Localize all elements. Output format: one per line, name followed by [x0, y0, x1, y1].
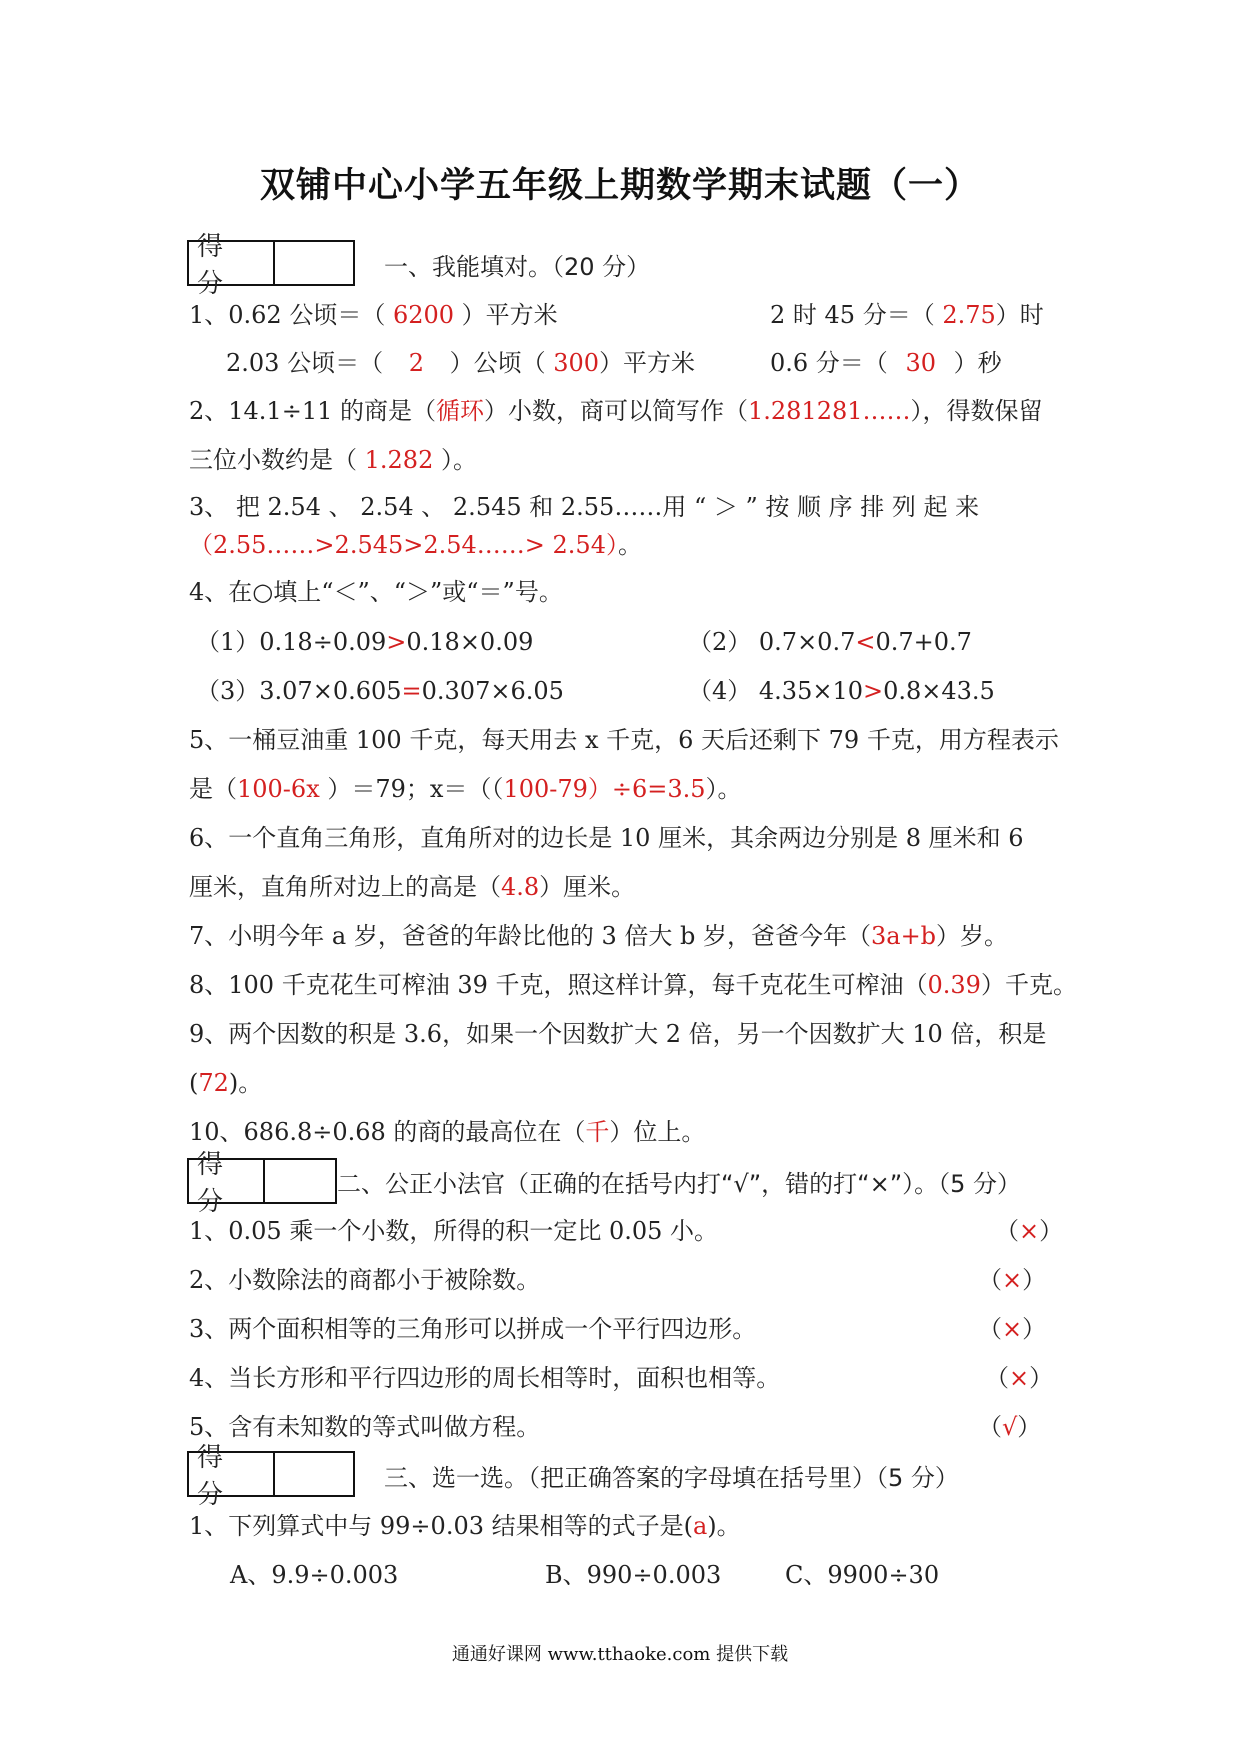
judge-item-4: 4、当长方形和平行四边形的周长相等时，面积也相等。: [189, 1364, 781, 1392]
score-label: 得 分: [189, 1453, 275, 1495]
question-1c: 2.03 公顷＝（ 2 ）公顷（ 300）平方米: [226, 349, 696, 377]
footer-text: 通通好课网 www.tthaoke.com 提供下载: [451, 1644, 789, 1665]
question-6: 6、一个直角三角形，直角所对的边长是 10 厘米，其余两边分别是 8 厘米和 6: [189, 824, 1024, 852]
section-2-heading: 二、公正小法官（正确的在括号内打“√”，错的打“×”）。（5 分）: [337, 1170, 1022, 1198]
question-1b: 2 时 45 分＝（ 2.75）时: [770, 301, 1044, 329]
question-6b: 厘米，直角所对边上的高是（4.8）厘米。: [189, 873, 636, 901]
choice-option-b: B、990÷0.003: [545, 1561, 722, 1589]
page-title: 双铺中心小学五年级上期数学期末试题（一）: [259, 166, 980, 206]
question-9: 9、两个因数的积是 3.6，如果一个因数扩大 2 倍，另一个因数扩大 10 倍，积是: [189, 1020, 1047, 1048]
judge-answer-2: （×）: [978, 1266, 1047, 1294]
score-box-1: [187, 232, 355, 299]
judge-item-2: 2、小数除法的商都小于被除数。: [189, 1266, 541, 1294]
section-3-heading: 三、选一选。（把正确答案的字母填在括号里）（5 分）: [384, 1464, 959, 1492]
score-label: 得 分: [189, 1160, 265, 1202]
question-4-3: （3）3.07×0.605=0.307×6.05: [196, 677, 564, 705]
score-box-3: [187, 1443, 355, 1510]
judge-answer-3: （×）: [978, 1315, 1047, 1343]
judge-answer-4: （×）: [985, 1364, 1054, 1392]
question-9b: (72)。: [189, 1069, 263, 1097]
score-box-2: [187, 1150, 337, 1217]
judge-item-5: 5、含有未知数的等式叫做方程。: [189, 1413, 541, 1441]
question-5: 5、一桶豆油重 100 千克，每天用去 x 千克，6 天后还剩下 79 千克，用方程表示: [189, 726, 1059, 754]
question-2: 2、14.1÷11 的商是（循环）小数，商可以简写作（1.281281……），得数保留: [189, 397, 1043, 425]
question-3: 3、 把 2.54 、 2.54̇ 、 2.545 和 2.55……用 “ ＞ ” 按 顺 序 排 列 起 来: [189, 493, 980, 521]
judge-item-1: 1、0.05 乘一个小数，所得的积一定比 0.05 小。: [189, 1217, 719, 1245]
choice-option-a: A、9.9÷0.003: [230, 1561, 399, 1589]
question-4-2: （2） 0.7×0.7<0.7+0.7: [688, 628, 972, 656]
question-7: 7、小明今年 a 岁，爸爸的年龄比他的 3 倍大 b 岁，爸爸今年（3a+b）岁。: [189, 922, 1009, 950]
question-5b: 是（100-6x ）＝79；x＝（（100-79）÷6=3.5）。: [189, 775, 742, 803]
judge-item-3: 3、两个面积相等的三角形可以拼成一个平行四边形。: [189, 1315, 757, 1343]
question-1d: 0.6 分＝（ 30 ）秒: [770, 349, 1002, 377]
judge-answer-1: （×）: [995, 1217, 1064, 1245]
question-8: 8、100 千克花生可榨油 39 千克，照这样计算，每千克花生可榨油（0.39）千克。: [189, 971, 1077, 999]
question-1a: 1、0.62 公顷＝（ 6200 ）平方米: [189, 301, 558, 329]
score-input[interactable]: [265, 1160, 335, 1202]
score-input[interactable]: [275, 1453, 353, 1495]
question-2b: 三位小数约是（ 1.282 ）。: [189, 446, 477, 474]
judge-answer-5: （√）: [978, 1413, 1042, 1441]
section-1-heading: 一、我能填对。（20 分）: [384, 253, 651, 281]
choice-option-c: C、9900÷30: [785, 1561, 940, 1589]
score-label: 得 分: [189, 242, 275, 284]
question-4: 4、在○填上“＜”、“＞”或“＝”号。: [189, 578, 563, 606]
question-10: 10、686.8÷0.68 的商的最高位在（千）位上。: [189, 1118, 706, 1146]
choice-question-1: 1、下列算式中与 99÷0.03 结果相等的式子是(a)。: [189, 1512, 741, 1540]
question-4-1: （1）0.18÷0.09>0.18×0.09: [196, 628, 534, 656]
score-input[interactable]: [275, 242, 353, 284]
question-4-4: （4） 4.35×10>0.8×43.5: [688, 677, 995, 705]
question-3b: （2.55……>2.545>2.54……> 2.54）。: [189, 531, 642, 559]
